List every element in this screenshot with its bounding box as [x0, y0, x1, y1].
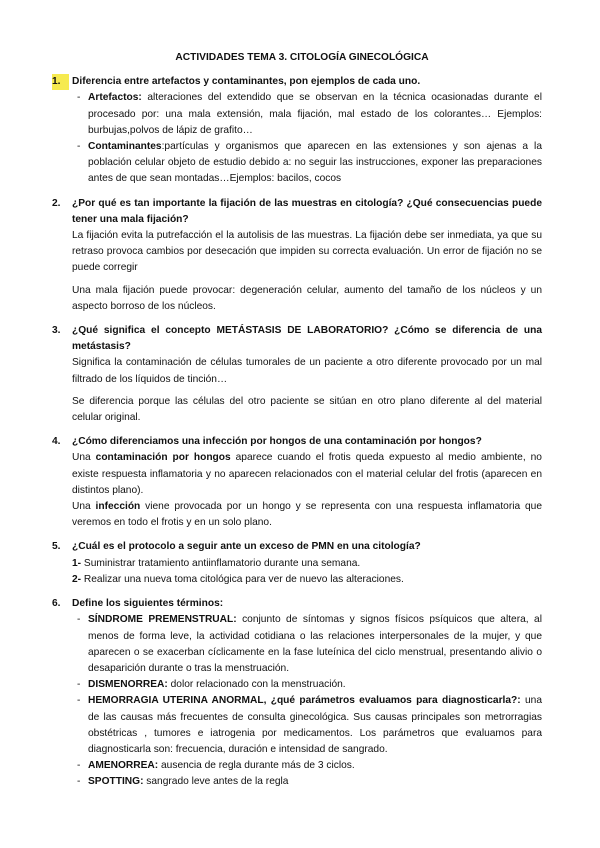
text-run: Una [72, 452, 96, 464]
definition: conjunto de síntomas y signos físicos psíquicos que altera, al menos de forma leve, la actividad cotidiana o las relaciones interpersonales de la mujer, y que aparecen o se exacerban cíclicamente en la fase luteínica del ciclo menstrual, presentando alivio o desaparición durante o tras la menstruación. [88, 614, 542, 674]
definition: sangrado leve antes de la regla [143, 776, 289, 788]
question-text: ¿Por qué es tan importante la fijación de las muestras en citología? ¿Qué consecuencias puede tener una mala fijación? [72, 197, 542, 225]
list-item [77, 758, 542, 774]
answer-paragraph [72, 499, 542, 531]
question-number: 3. [52, 325, 61, 337]
step-text: Suministrar tratamiento antiinflamatorio durante una semana. [81, 557, 361, 569]
question-text: Define los siguientes términos: [72, 598, 224, 610]
question-4 [52, 434, 542, 531]
list-item [77, 139, 542, 188]
text-run: viene provocada por un hongo y se representa con una respuesta inflamatoria que veremos en todo el frotis y en un solo plano. [72, 501, 542, 529]
question-number: 5. [52, 541, 61, 553]
question-number: 1. [52, 74, 69, 90]
term: SÍNDROME PREMENSTRUAL: [88, 614, 237, 626]
protocol-step [72, 556, 542, 572]
term: DISMENORREA: [88, 679, 168, 691]
question-text: ¿Cómo diferenciamos una infección por hongos de una contaminación por hongos? [72, 436, 482, 448]
definition: alteraciones del extendido que se observan en la técnica ocasionadas durante el procesado por: una mala extensión, mala fijación, mal estado de los colorantes… Ejemplos: burbujas,polvos de lápiz de grafito… [88, 92, 542, 136]
question-6 [52, 596, 542, 790]
question-number: 4. [52, 436, 61, 448]
question-3 [52, 323, 542, 426]
term: contaminación por hongos [95, 452, 231, 464]
answer-paragraph: La fijación evita la putrefacción el la autolisis de las muestras. La fijación debe ser inmediata, ya que su retraso provoca cambios por desecación que impiden su correcta evaluación. Un error de fijación no se puede corregir [72, 230, 542, 274]
term: HEMORRAGIA UTERINA ANORMAL, ¿qué parámetros evaluamos para diagnosticarla?: [88, 695, 521, 707]
step-text: Realizar una nueva toma citológica para ver de nuevo las alteraciones. [81, 573, 404, 585]
document-title: ACTIVIDADES TEMA 3. CITOLOGÍA GINECOLÓGICA [175, 52, 429, 63]
definition: :partículas y organismos que aparecen en las extensiones y son ajenas a la población celular objeto de estudio debido a: no seguir las instrucciones, exponer las preparaciones antes de que sean montadas…Ejemplos: bacilos, cocos [88, 141, 542, 185]
term: AMENORREA: [88, 760, 159, 772]
list-item [77, 612, 542, 677]
term: SPOTTING: [88, 776, 144, 788]
answer-paragraph: Se diferencia porque las células del otro paciente se sitúan en otro plano diferente al del material celular original. [72, 395, 542, 424]
answer-paragraph: Una mala fijación puede provocar: degeneración celular, aumento del tamaño de los núcleos y un aspecto borroso de los núcleos. [72, 284, 542, 312]
protocol-step [72, 572, 542, 588]
question-text: ¿Qué significa el concepto METÁSTASIS DE LABORATORIO? ¿Cómo se diferencia de una metástasis? [72, 325, 542, 353]
list-item [77, 693, 542, 758]
question-1 [52, 74, 542, 187]
list-item [77, 774, 542, 790]
question-5 [52, 539, 542, 588]
step-number: 2- [72, 573, 82, 585]
term: Artefactos: [88, 92, 142, 104]
question-text: ¿Cuál es el protocolo a seguir ante un exceso de PMN en una citología? [72, 541, 421, 553]
definition: ausencia de regla durante más de 3 ciclos. [158, 760, 355, 772]
step-number: 1- [72, 557, 82, 569]
question-number: 6. [52, 598, 61, 610]
definition: una de las causas más frecuentes de consulta ginecológica. Sus causas principales son metrorragias obstétricas , tumores e iatrogenia por medicamentos. Los parámetros que evaluamos para diagnosticarla son: frecuencia, duración e intensidad de sangrado. [88, 695, 542, 755]
list-item [77, 90, 542, 139]
list-item [77, 677, 542, 693]
question-number: 2. [52, 197, 61, 209]
term: Contaminantes [88, 141, 162, 153]
text-run: Una [72, 501, 96, 513]
question-2 [52, 196, 542, 315]
term: infección [95, 501, 141, 513]
definition: dolor relacionado con la menstruación. [167, 679, 346, 691]
question-text: Diferencia entre artefactos y contaminantes, pon ejemplos de cada uno. [72, 76, 421, 88]
answer-paragraph: Significa la contaminación de células tumorales de un paciente a otro diferente provocado por un mal filtrado de los líquidos de tinción… [72, 357, 542, 385]
text-run: aparece cuando el frotis queda expuesto al medio ambiente, no existe respuesta inflamatoria y no aparecen relacionados con el material celular del frotis (aparecen en distintos plano). [72, 452, 542, 496]
answer-paragraph [72, 450, 542, 499]
